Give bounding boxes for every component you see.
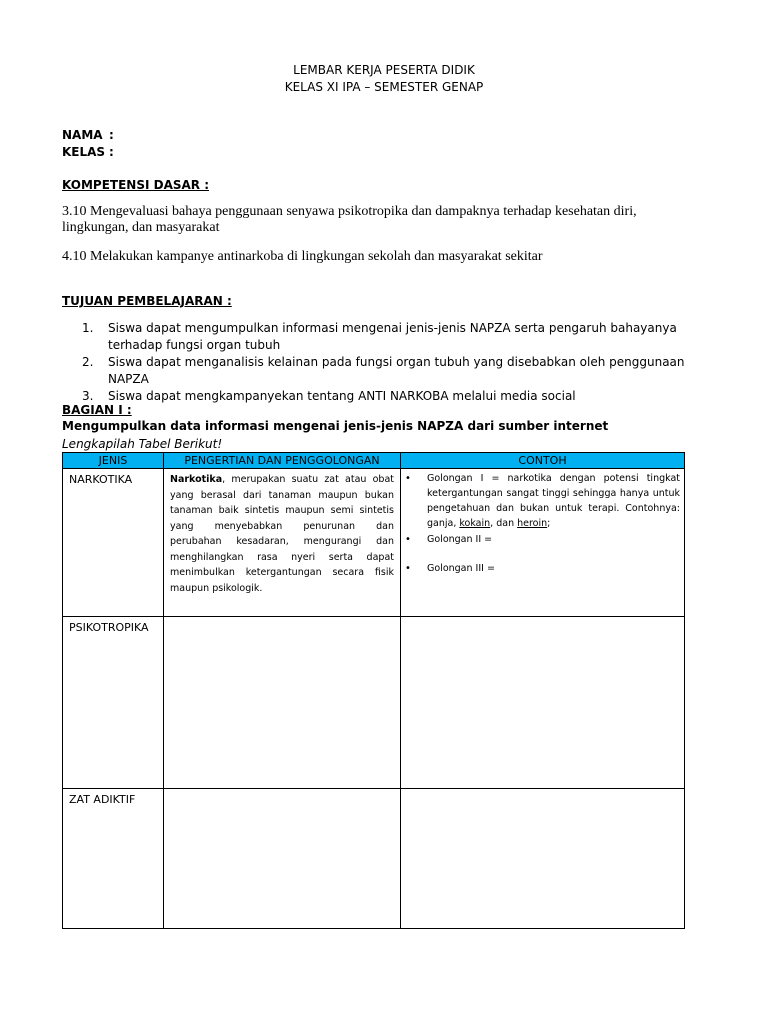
kelas-field[interactable]	[62, 145, 114, 159]
header-contoh: CONTOH	[401, 453, 685, 469]
kompetensi-item-1: 3.10 Mengevaluasi bahaya penggunaan senyawa psikotropika dan dampaknya terhadap kesehatan diri, lingkungan, dan masyarakat	[62, 204, 637, 235]
jenis-cell: ZAT ADIKTIF	[63, 789, 164, 929]
kompetensi-item-2: 4.10 Melakukan kampanye antinarkoba di lingkungan sekolah dan masyarakat sekitar	[62, 249, 543, 264]
nama-colon: :	[109, 128, 114, 142]
table-row	[63, 469, 685, 617]
tujuan-text: Siswa dapat mengkampanyekan tentang ANTI NARKOBA melalui media social	[108, 389, 576, 403]
jenis-cell: NARKOTIKA	[63, 469, 164, 617]
golongan-item	[405, 532, 680, 547]
tujuan-number: 3.	[82, 389, 94, 403]
pengertian-cell[interactable]	[164, 789, 401, 929]
golongan-end: ;	[547, 518, 551, 529]
table-row	[63, 789, 685, 929]
nama-field[interactable]	[62, 128, 114, 142]
bagian-heading: BAGIAN I :	[62, 403, 132, 417]
golongan-text: Golongan II =	[427, 534, 493, 545]
header-pengertian: PENGERTIAN DAN PENGGOLONGAN	[164, 453, 401, 469]
kompetensi-heading: KOMPETENSI DASAR :	[62, 178, 209, 192]
tujuan-item	[62, 354, 712, 388]
def-term: Narkotika	[170, 474, 223, 485]
header-jenis: JENIS	[63, 453, 164, 469]
golongan-item	[405, 471, 680, 531]
bagian-instruction: Lengkapilah Tabel Berikut!	[62, 437, 223, 451]
tujuan-heading: TUJUAN PEMBELAJARAN :	[62, 294, 232, 308]
table-header-row	[63, 453, 685, 469]
tujuan-item	[62, 388, 712, 405]
pengertian-cell[interactable]	[164, 469, 401, 617]
pengertian-cell[interactable]	[164, 617, 401, 789]
bullet-icon: •	[405, 534, 411, 545]
tujuan-text: Siswa dapat mengumpulkan informasi mengenai jenis-jenis NAPZA serta pengaruh bahayanya terhadap fungsi organ tubuh	[108, 321, 677, 352]
bullet-icon: •	[405, 563, 411, 574]
worksheet-title: LEMBAR KERJA PESERTA DIDIK	[293, 63, 475, 77]
golongan-item	[405, 561, 680, 576]
kelas-label: KELAS	[62, 145, 106, 159]
def-text: , merupakan suatu zat atau obat yang berasal dari tanaman maupun bukan tanaman baik sintetis maupun semi sintetis yang menyebabkan penurunan dan perubahan kesadaran, mengurangi dan menghilangkan rasa nyeri serta dapat menimbulkan ketergantungan secara fisik maupun psikologik.	[170, 474, 394, 594]
tujuan-text: Siswa dapat menganalisis kelainan pada fungsi organ tubuh yang disebabkan oleh penggunaan NAPZA	[108, 355, 685, 386]
golongan-text: Golongan I = narkotika dengan potensi tingkat ketergantungan sangat tinggi sehingga hanya untuk pengetahuan dan bukan untuk terapi. Contohnya: ganja,	[427, 473, 680, 529]
kelas-colon: :	[109, 145, 114, 159]
contoh-cell[interactable]	[401, 469, 685, 617]
golongan-list	[405, 471, 680, 576]
tujuan-list	[62, 320, 712, 405]
contoh-cell[interactable]	[401, 617, 685, 789]
napza-table	[62, 452, 685, 929]
golongan-text: Golongan III =	[427, 563, 495, 574]
tujuan-number: 1.	[82, 321, 94, 335]
bagian-subtitle: Mengumpulkan data informasi mengenai jenis-jenis NAPZA dari sumber internet	[62, 419, 609, 433]
example-heroin: heroin	[517, 518, 548, 529]
worksheet-class-semester: KELAS XI IPA – SEMESTER GENAP	[284, 80, 484, 94]
golongan-sep: , dan	[490, 518, 518, 529]
table-row	[63, 617, 685, 789]
contoh-cell[interactable]	[401, 789, 685, 929]
jenis-cell: PSIKOTROPIKA	[63, 617, 164, 789]
tujuan-number: 2.	[82, 355, 94, 369]
example-kokain: kokain	[459, 518, 491, 529]
tujuan-item	[62, 320, 712, 354]
bullet-icon: •	[405, 473, 411, 484]
nama-label: NAMA	[62, 128, 103, 142]
